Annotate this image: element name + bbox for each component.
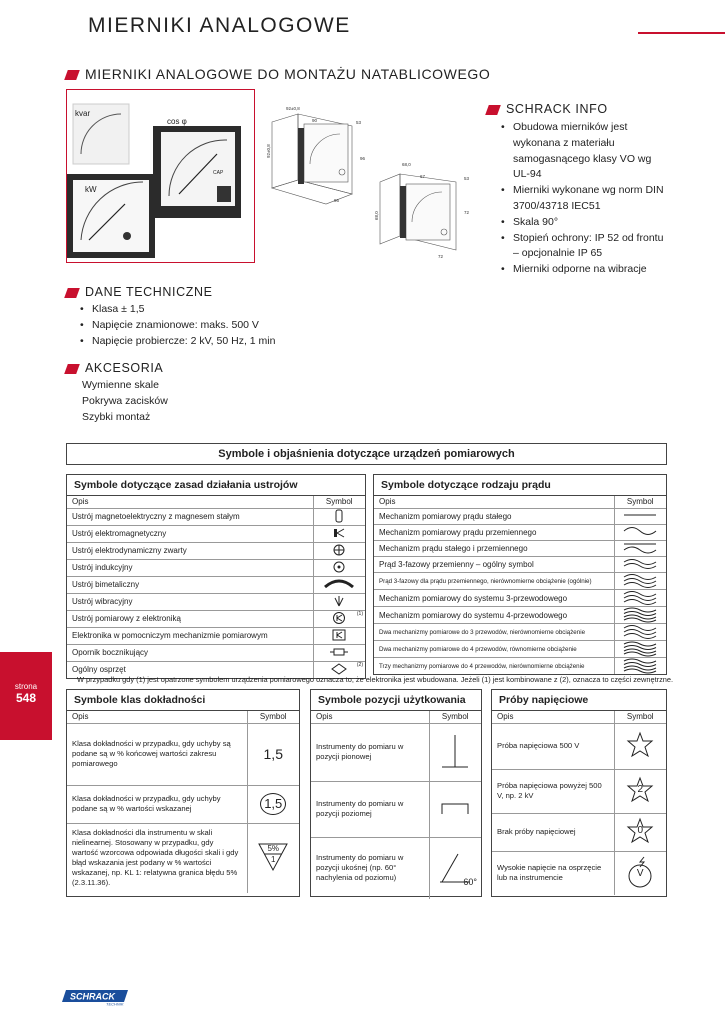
row-text: Ustrój magnetoelektryczny z magnesem stałym [67, 508, 313, 525]
angle-label: 60° [463, 877, 477, 887]
table-row [374, 590, 666, 607]
row-text: Ustrój wibracyjny [67, 593, 313, 610]
row-text: Ogólny osprzęt [72, 665, 126, 674]
list-item: Wymienne skale [82, 379, 159, 391]
row-text: Trzy mechanizmy pomiarowe do 4 przewodów, nierównomierne obciążenie [379, 662, 585, 670]
table-row [67, 593, 365, 610]
table-row [311, 781, 481, 837]
list-item: Pokrywa zacisków [82, 394, 168, 407]
bullet-square-icon [485, 105, 501, 115]
bullet-square-icon [64, 70, 80, 80]
table-row [492, 851, 666, 895]
table-row [67, 559, 365, 576]
meter-cap-label: CAP [213, 170, 224, 176]
table-row [67, 627, 365, 644]
table-row [67, 542, 365, 559]
row-text: Mechanizm pomiarowy do systemu 3-przewodowego [374, 590, 614, 607]
table-row [374, 540, 666, 556]
accessories-list [82, 378, 366, 425]
table-row [67, 785, 299, 823]
tech-data [66, 285, 366, 349]
column-header: Opis [374, 496, 614, 508]
dim-label: 68,0 [374, 211, 379, 220]
schrack-logo [62, 990, 128, 1007]
magnetoelectric-icon [313, 508, 365, 525]
schrack-info-title-text: SCHRACK INFO [506, 102, 608, 116]
footnote-marker: (2) [356, 661, 363, 668]
voltage-test-table [491, 689, 667, 897]
table-row [67, 723, 299, 785]
row-text: Mechanizm pomiarowy prądu stałego [374, 508, 614, 524]
class-triangle-text: 1 [271, 854, 276, 864]
bimetallic-icon [313, 576, 365, 593]
induction-icon [313, 559, 365, 576]
voltage-label: V [636, 867, 644, 879]
row-text: Elektronika w pomocniczym mechanizmie pomiarowym [67, 627, 313, 644]
meter-unit-cosphi: cos φ [167, 117, 187, 126]
section-heading [66, 66, 490, 82]
table-row [492, 723, 666, 769]
bullet-square-icon [64, 288, 80, 298]
table-row [67, 644, 365, 661]
row-text: Mechanizm pomiarowy do systemu 4-przewodowego [374, 607, 614, 624]
star-label: 0 [637, 824, 644, 836]
accessories [66, 361, 366, 425]
meter-unit-kw: kW [85, 185, 97, 194]
class-triangle-text: 5% [267, 843, 280, 853]
tech-data-list [78, 302, 366, 349]
table-row [67, 576, 365, 593]
schrack-info [487, 102, 712, 278]
table-row [67, 508, 365, 525]
table-title: Symbole dotyczące rodzaju prądu [374, 475, 666, 496]
page-number-tab [0, 652, 52, 740]
column-header: Symbol [313, 496, 365, 508]
dim-label: 92±0,8 [266, 144, 271, 158]
dim-label: 72 [464, 210, 470, 215]
row-text: Instrumenty do pomiaru w pozycji ukośnej (np. 60° nachylenia od poziomu) [316, 853, 404, 883]
row-text: Prąd 3-fazowy przemienny – ogólny symbol [374, 557, 614, 573]
star-2kv-icon [614, 769, 666, 813]
two-mech-four-wire-icon [614, 641, 666, 658]
shunt-resistor-icon [313, 644, 365, 661]
row-text: Dwa mechanizmy pomiarowe do 3 przewodów, nierównomierne obciążenie [374, 624, 614, 641]
three-mech-four-wire-icon [614, 658, 666, 675]
vertical-position-icon [429, 723, 481, 781]
dim-label: 72 [438, 254, 444, 259]
dc-icon [614, 508, 666, 524]
table-row [374, 508, 666, 524]
horizontal-position-icon [429, 781, 481, 837]
column-header: Opis [492, 711, 614, 723]
star-none-icon [614, 813, 666, 851]
table-row [374, 573, 666, 590]
row-text: Ustrój elektromagnetyczny [67, 525, 313, 542]
dim-label: 90 [312, 118, 318, 123]
table-row [492, 813, 666, 851]
list-item: • Mierniki wykonane wg norm DIN 3700/43718 IEC51 [499, 183, 669, 215]
bullet-square-icon [64, 364, 80, 374]
schrack-info-list [499, 120, 669, 278]
dim-label: 96 [360, 156, 366, 161]
page-number: 548 [15, 691, 37, 705]
electromagnetic-icon [313, 525, 365, 542]
row-text: Prąd 3-fazowy dla prądu przemiennego, nierównomierne obciążenie (ogólnie) [374, 573, 614, 590]
inclined-position-icon [429, 837, 481, 899]
list-item: • Stopień ochrony: IP 52 od frontu – opcjonalnie IP 65 [499, 231, 669, 263]
table-row [67, 610, 365, 627]
list-item: • Napięcie znamionowe: maks. 500 V [78, 318, 366, 334]
section-heading-text: MIERNIKI ANALOGOWE DO MONTAŻU NATABLICOWEGO [85, 66, 491, 82]
column-header: Symbol [247, 711, 299, 723]
list-item: • Napięcie probiercze: 2 kV, 50 Hz, 1 min [78, 334, 366, 350]
ac-icon [614, 524, 666, 540]
table-row [374, 524, 666, 540]
symbols-main-title: Symbole i objaśnienia dotyczące urządzeń pomiarowych [66, 443, 667, 465]
row-text: Dwa mechanizmy pomiarowe do 4 przewodów, równomierne obciążenie [374, 641, 614, 658]
accessories-title [66, 361, 366, 375]
dim-label: 96 [334, 198, 340, 203]
table-row [67, 823, 299, 893]
class-symbol: 1,5 [247, 723, 299, 785]
column-header: Symbol [614, 496, 666, 508]
two-mech-three-wire-icon [614, 624, 666, 641]
electronic-meter-icon [313, 610, 365, 627]
principle-symbols-table [66, 474, 366, 679]
row-text: Mechanizm pomiarowy prądu przemiennego [374, 524, 614, 540]
table-title: Symbole dotyczące zasad działania ustrojów [67, 475, 365, 496]
table-row [374, 607, 666, 624]
vibration-icon [313, 593, 365, 610]
footnote-marker: (1) [356, 610, 363, 617]
column-header: Opis [67, 711, 247, 723]
tech-data-title-text: DANE TECHNICZNE [85, 285, 213, 299]
logo-text: SCHRACK [70, 991, 115, 1002]
current-type-table [373, 474, 667, 675]
class-triangle-symbol [247, 823, 299, 893]
accuracy-table [66, 689, 300, 897]
row-text: Mechanizm prądu stałego i przemiennego [374, 540, 614, 556]
class-circle-symbol [247, 785, 299, 823]
table-title: Symbole klas dokładności [67, 690, 299, 711]
table-row [311, 723, 481, 781]
table-row [67, 525, 365, 542]
footnote: W przypadku gdy (1) jest opatrzone symbolem urządzenia pomiarowego oznacza to, że elektronika jest wbudowana. Jeżeli (1) jest kombinowane z (2), oznacza to części zewnętrzne. [77, 675, 674, 684]
row-text: Ustrój elektrodynamiczny zwarty [67, 542, 313, 559]
row-text: Ustrój bimetaliczny [67, 576, 313, 593]
table-row [374, 658, 666, 675]
list-item: Szybki montaż [82, 410, 151, 423]
page-label: strona [14, 682, 38, 691]
table-title: Próby napięciowe [492, 690, 666, 711]
accessories-title-text: AKCESORIA [85, 361, 164, 375]
table-row [374, 641, 666, 658]
star-label: 2 [637, 783, 644, 795]
row-text: Ustrój pomiarowy z elektroniką [67, 610, 313, 627]
three-phase-unbalanced-icon [614, 573, 666, 590]
position-table [310, 689, 482, 897]
aux-electronics-icon [313, 627, 365, 644]
dimension-drawings [268, 100, 478, 270]
row-text: Próba napięciowa 500 V [492, 723, 614, 769]
table-title: Symbole pozycji użytkowania [311, 690, 481, 711]
dim-label: 68,0 [402, 162, 411, 167]
dim-label: 53 [464, 176, 470, 181]
three-wire-icon [614, 590, 666, 607]
list-item: • Mierniki odporne na wibracje [499, 262, 669, 278]
tech-data-title [66, 285, 366, 299]
list-item: • Skala 90° [499, 215, 669, 231]
list-item: • Obudowa mierników jest wykonana z materiału samogasnącego klasy VO wg UL-94 [499, 120, 669, 183]
four-wire-icon [614, 607, 666, 624]
column-header: Symbol [429, 711, 481, 723]
column-header: Opis [67, 496, 313, 508]
column-header: Opis [311, 711, 429, 723]
table-row [374, 557, 666, 573]
meter-unit-kvar: kvar [75, 109, 91, 118]
dim-label: 67 [420, 174, 426, 179]
star-500v-icon [614, 723, 666, 769]
row-text: Brak próby napięciowej [492, 813, 614, 851]
logo-subtext: TECHNIK [106, 1001, 124, 1007]
row-text: Klasa dokładności w przypadku, gdy uchyby są podane są w % końcowej wartości zakresu pomiarowego [67, 723, 247, 785]
dim-label: 92±0,8 [286, 106, 300, 111]
title-accent-line [638, 32, 725, 34]
table-row [374, 624, 666, 641]
row-text: Opornik bocznikujący [67, 644, 313, 661]
class-circle-text: 1,5 [260, 793, 286, 815]
row-text: Instrumenty do pomiaru w pozycji poziomej [311, 781, 429, 837]
product-photo [66, 89, 255, 263]
acdc-icon [614, 540, 666, 556]
column-header: Symbol [614, 711, 666, 723]
dim-label: 53 [356, 120, 362, 125]
table-row [492, 769, 666, 813]
row-text: Ustrój indukcyjny [67, 559, 313, 576]
row-text: Klasa dokładności dla instrumentu w skali nielinearnej. Stosowany w przypadku, gdy wartość wzorcowa odpowiada długości skali i gdy błąd wskazania jest podany w % wartości wskazanej, np. KL 1: relatywna granica błędu 5% (2.3.11.36). [72, 828, 239, 888]
row-text: Wysokie napięcie na osprzęcie lub na instrumencie [497, 863, 602, 883]
table-row [311, 837, 481, 899]
row-text: Instrumenty do pomiaru w pozycji pionowej [311, 723, 429, 781]
schrack-info-title [487, 102, 712, 116]
electrodynamic-icon [313, 542, 365, 559]
list-item: • Klasa ± 1,5 [78, 302, 366, 318]
page-title: MIERNIKI ANALOGOWE [88, 14, 351, 37]
row-text: Próba napięciowa powyżej 500 V, np. 2 kV [492, 769, 614, 813]
three-phase-icon [614, 557, 666, 573]
high-voltage-icon [614, 851, 666, 895]
row-text: Klasa dokładności w przypadku, gdy uchyby podane są w % wartości wskazanej [67, 785, 247, 823]
